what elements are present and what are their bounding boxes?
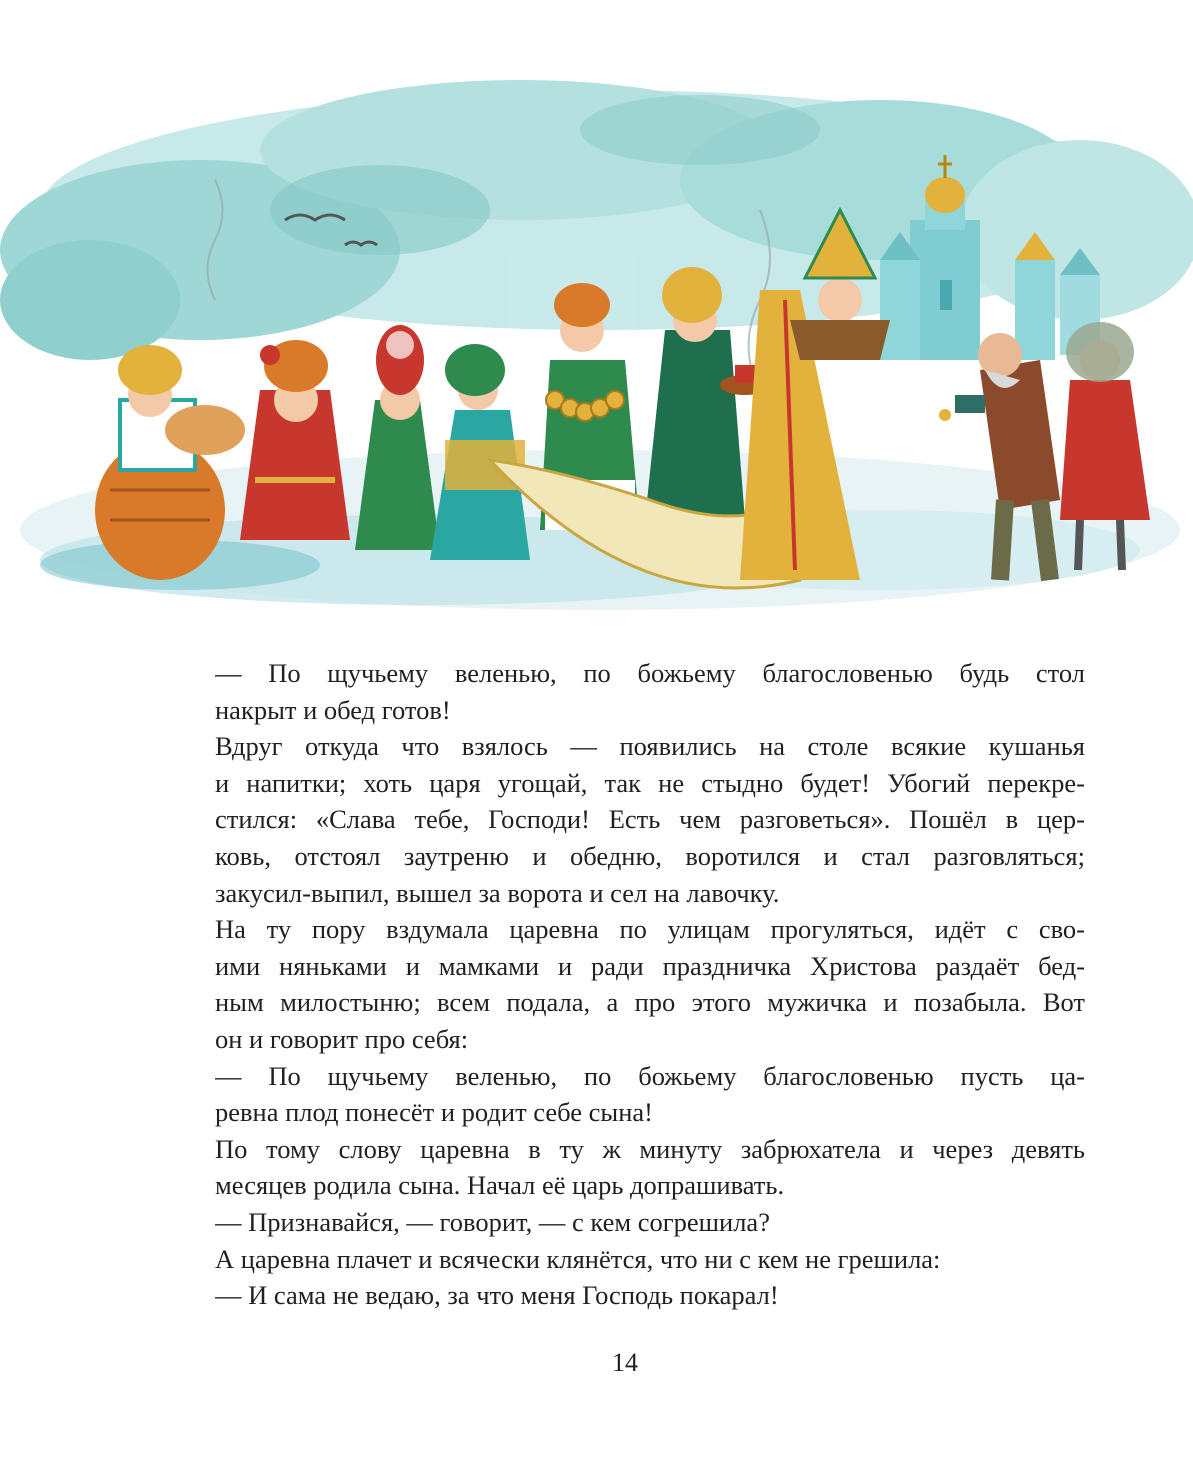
text-line: он и говорит про себя:	[215, 1023, 469, 1054]
paragraph	[215, 911, 1085, 1057]
paragraph	[215, 1241, 1085, 1278]
text-line: ревна плод понесёт и родит себе сына!	[215, 1097, 653, 1128]
text-line: — И сама не ведаю, за что меня Господь покарал!	[215, 1280, 779, 1311]
woman-red-dress-figure	[240, 340, 350, 540]
text-line: и напитки; хоть царя угощай, так не стыдно будет! Убогий перекре-	[215, 767, 1085, 798]
woman-green-dress-figure	[355, 325, 440, 550]
folk-tale-procession-illustration	[0, 60, 1193, 620]
text-line: накрыт и обед готов!	[215, 694, 451, 725]
text-line: ими няньками и мамками и ради праздничка Христова раздаёт бед-	[215, 950, 1085, 981]
text-line: закусил-выпил, вышел за ворота и сел на лавочку.	[215, 877, 780, 908]
text-line: На ту пору вздумала царевна по улицам прогуляться, идёт с сво-	[215, 914, 1085, 945]
text-line: месяцев родила сына. Начал её царь допрашивать.	[215, 1170, 785, 1201]
woman-teal-dress-figure	[430, 344, 530, 560]
paragraph	[215, 655, 1085, 728]
text-line: По тому слову царевна в ту ж минуту забрюхатела и через девять	[215, 1133, 1085, 1164]
text-line: — Признавайся, — говорит, — с кем согрешила?	[215, 1206, 770, 1237]
paragraph	[215, 1204, 1085, 1241]
page-number: 14	[612, 1348, 638, 1377]
paragraph	[215, 1277, 1085, 1314]
text-line: Вдруг откуда что взялось — появились на столе всякие кушанья	[215, 731, 1085, 762]
text-line: — По щучьему веленью, по божьему благословенью пусть ца-	[215, 1060, 1085, 1091]
text-line: ным милостыню; всем подала, а про этого мужичка и позабыла. Вот	[215, 987, 1085, 1018]
text-line: стился: «Слава тебе, Господи! Есть чем разговеться». Пошёл в цер-	[215, 804, 1085, 835]
story-text	[215, 655, 1085, 1314]
text-line: А царевна плачет и всячески клянётся, что ни с кем не грешила:	[215, 1243, 941, 1274]
text-line: ковь, отстоял заутреню и обедню, воротился и стал разговляться;	[215, 840, 1085, 871]
text-line: — По щучьему веленью, по божьему благословенью будь стол	[215, 658, 1085, 688]
paragraph	[215, 1058, 1085, 1131]
paragraph	[215, 1131, 1085, 1204]
paragraph	[215, 728, 1085, 911]
